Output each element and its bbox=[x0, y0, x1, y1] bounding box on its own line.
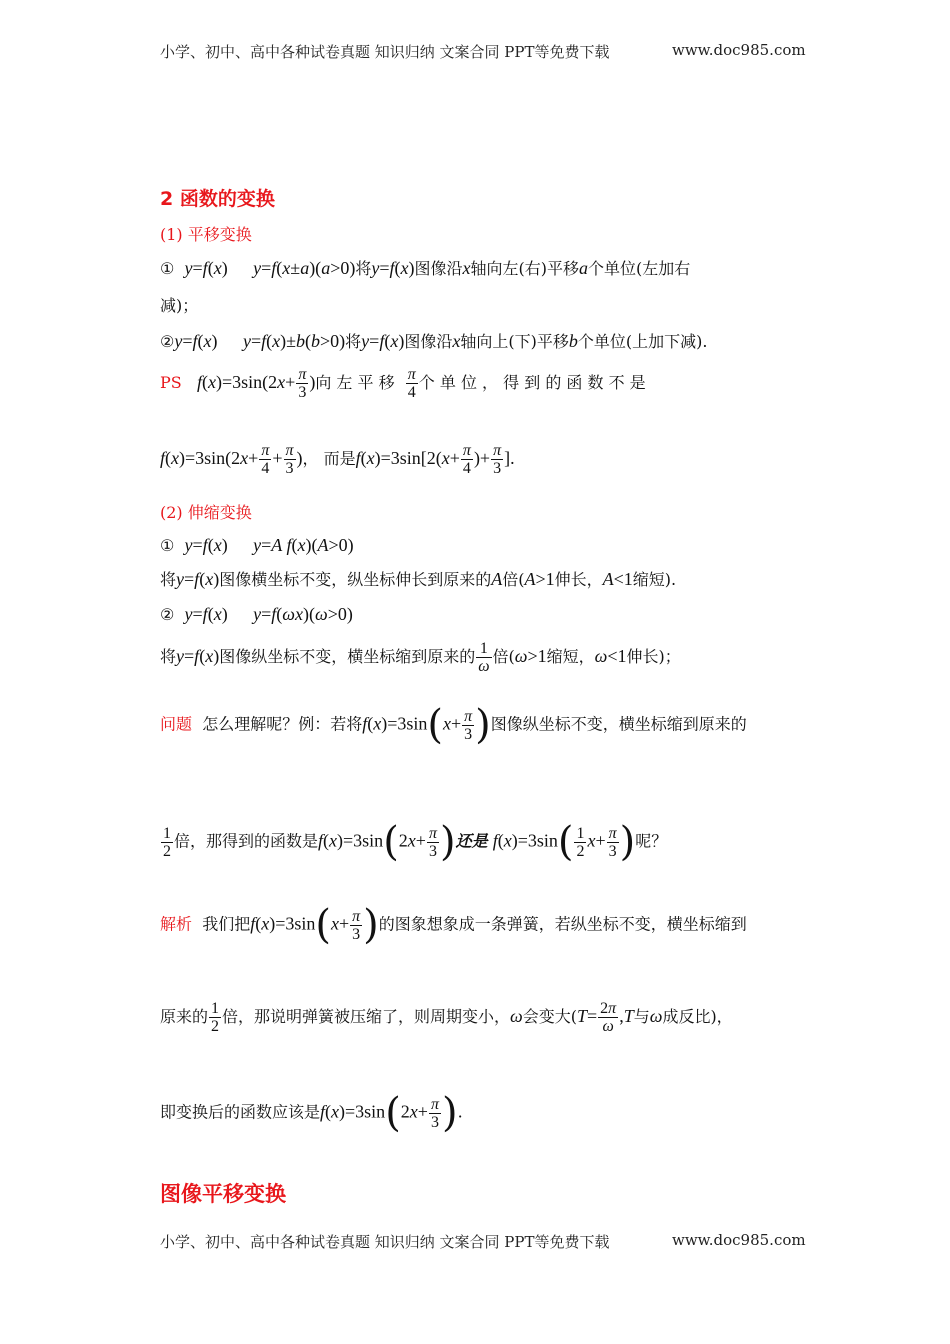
scaling-title: (2) 伸缩变换 bbox=[160, 503, 252, 522]
footer-text: 小学、初中、高中各种试卷真题 知识归纳 文案合同 PPT等免费下载 bbox=[160, 1233, 610, 1251]
scaling-rule-2-explain: 将y=f(x)图像纵坐标不变，横坐标缩到原来的 $\frac{1}{\omega}$ 倍(ω>1缩短，ω<1伸长)； bbox=[160, 640, 681, 675]
section-title: 2 函数的变换 bbox=[160, 188, 275, 210]
translation-rule-1-cont: 减)； bbox=[160, 296, 199, 315]
scaling-rule-2: ② y=f(x) y=f(ωx)(ω>0) bbox=[160, 604, 353, 624]
answer-line-3: 即变换后的函数应该是f(x)=3sin(2x+ $\frac{\pi}{3}$ ). bbox=[160, 1090, 463, 1136]
answer-line-1: 解析 我们把f(x)=3sin(x+ $\frac{\pi}{3}$ )的图象想象成一条弹簧，若纵坐标不变，横坐标缩到 bbox=[160, 902, 747, 948]
translation-rule-2: ②y=f(x) y=f(x)±b(b>0)将y=f(x)图像沿x轴向上(下)平移b个单位(上加下减). bbox=[160, 331, 708, 351]
header-url[interactable]: www.doc985.com bbox=[672, 41, 806, 59]
scaling-rule-1-explain: 将y=f(x)图像横坐标不变，纵坐标伸长到原来的A倍(A>1伸长，A<1缩短). bbox=[160, 569, 677, 589]
ps-line-2: f(x)=3sin(2x+ $\frac{\pi}{4}$ + $\frac{\pi}{3}$ )， 而是f(x)=3sin[2(x+ $\frac{\pi}{4}$ )+ $\frac{\pi}{3}$ ]. bbox=[160, 442, 515, 477]
translation-title: (1) 平移变换 bbox=[160, 225, 252, 244]
question-line-1: 问题 怎么理解呢？例：若将f(x)=3sin(x+ $\frac{\pi}{3}$ )图像纵坐标不变，横坐标缩到原来的 bbox=[160, 702, 747, 748]
footer-url[interactable]: www.doc985.com bbox=[672, 1231, 806, 1249]
answer-line-2: 原来的 $\frac{1}{2}$ 倍，那说明弹簧被压缩了，则周期变小，ω会变大(T= $\frac{2\pi}{\omega}$ ,T与ω成反比)， bbox=[160, 1000, 733, 1035]
question-line-2: $\frac{1}{2}$ 倍，那得到的函数是f(x)=3sin(2x+ $\frac{\pi}{3}$ )还是 f(x)=3sin( $\frac{1}{2}$ x+ $\frac{\pi}{3}$ )呢？ bbox=[163, 819, 668, 865]
header-text: 小学、初中、高中各种试卷真题 知识归纳 文案合同 PPT等免费下载 bbox=[160, 43, 610, 61]
next-section-title: 图像平移变换 bbox=[160, 1182, 286, 1206]
ps-line-1: PS f(x)=3sin(2x+ $\frac{\pi}{3}$ )向 左 平 移 $\frac{\pi}{4}$ 个 单 位 ， 得 到 的 函 数 不 是 bbox=[160, 366, 646, 401]
translation-rule-1: ① y=f(x) y=f(x±a)(a>0)将y=f(x)图像沿x轴向左(右)平移a个单位(左加右 bbox=[160, 258, 691, 278]
scaling-rule-1: ① y=f(x) y=A f(x)(A>0) bbox=[160, 535, 354, 555]
